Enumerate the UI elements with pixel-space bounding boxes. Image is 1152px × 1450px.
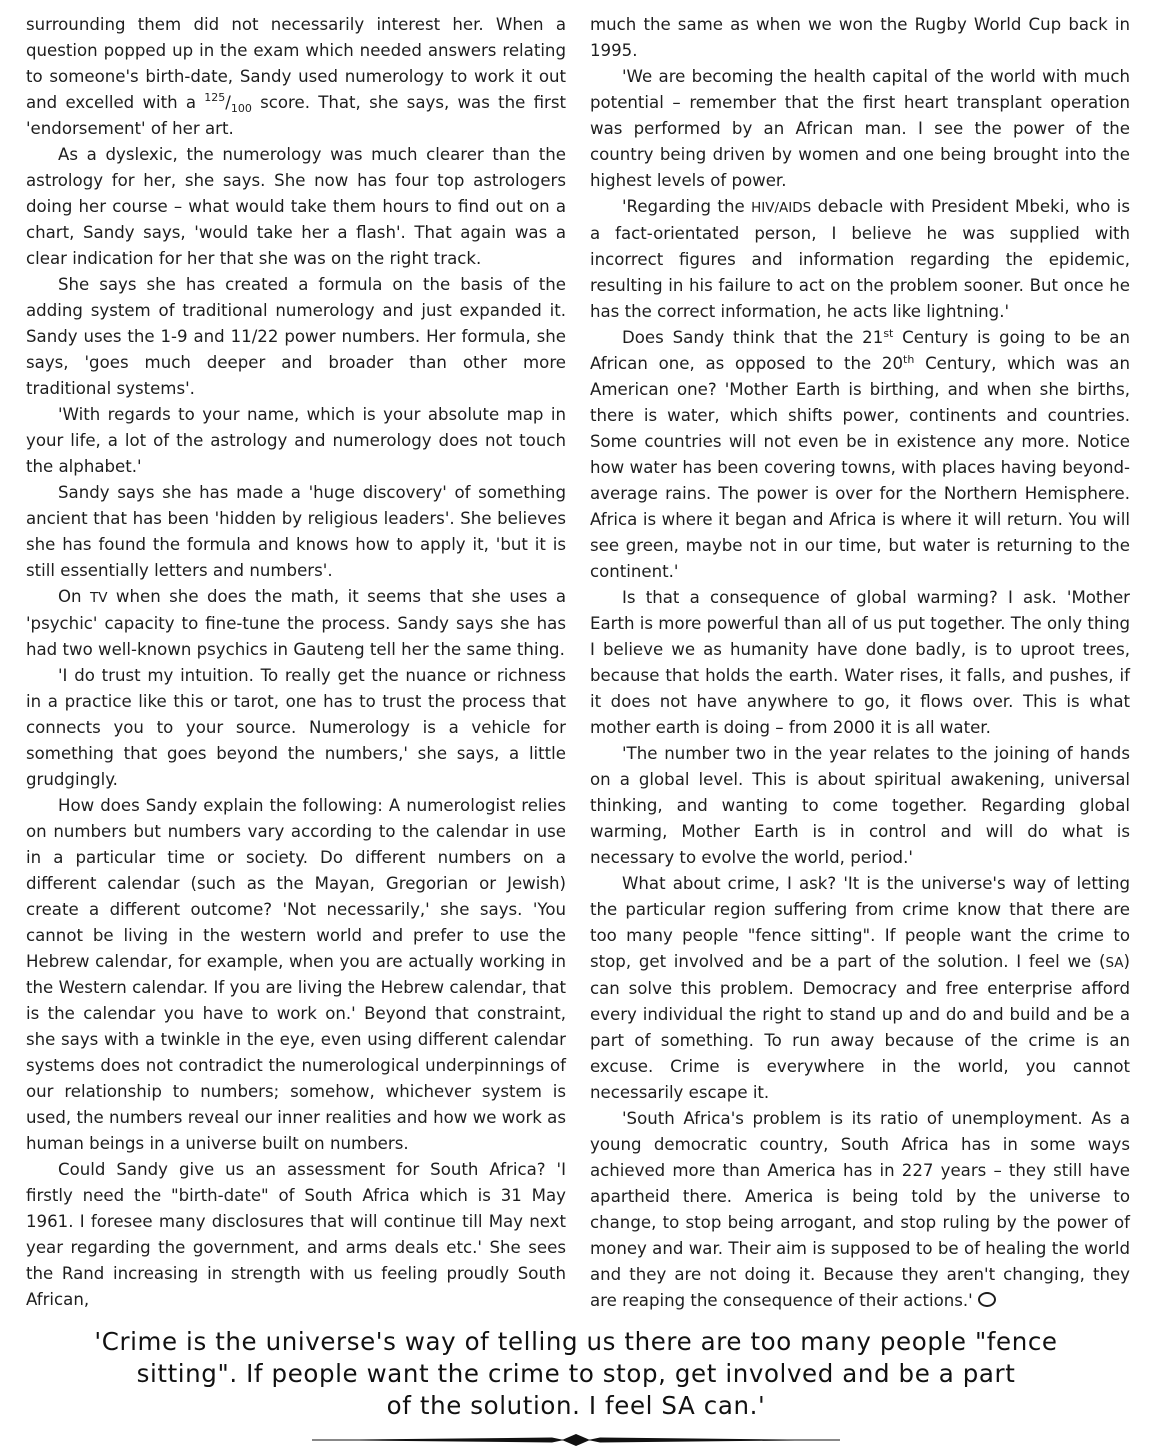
paragraph: 'I do trust my intuition. To really get the nuance or richness in a practice like this or tarot, one has to trust the process that connects you to your source. Numerology is a vehicle for something that goes beyond the numbers,' she says, a little grudgingly. — [26, 666, 566, 789]
decorative-divider — [312, 1432, 840, 1448]
paragraph — [590, 871, 1130, 1106]
pull-quote-line: of the solution. I feel SA can.' — [386, 1391, 766, 1420]
score-fraction: $^{125}/_{100}$ — [204, 91, 252, 115]
end-of-article-mark — [978, 1292, 996, 1307]
paragraph: Is that a consequence of global warming? I ask. 'Mother Earth is more powerful than all of us put together. The only thing I believe we as humanity have done badly, is to uproot trees, because that holds the earth. Water rises, it falls, and pushes, if it does not have anywhere to go, it flows over. This is what mother earth is doing – from 2000 it is all water. — [590, 588, 1130, 737]
paragraph: 'The number two in the year relates to the joining of hands on a global level. This is about spiritual awakening, universal thinking, and wanting to come together. Regarding global warming, Mother Earth is in control and will do what is necessary to evolve the world, period.' — [590, 744, 1130, 867]
paragraph: Could Sandy give us an assessment for South Africa? 'I firstly need the "birth-date" of South Africa which is 31 May 1961. I foresee many disclosures that will continue till May next year regarding the government, and arms deals etc.' She sees the Rand increasing in strength with us feeling proudly South African, — [26, 1160, 566, 1309]
pull-quote-line: 'Crime is the universe's way of telling us there are too many people "fence — [94, 1327, 1058, 1356]
paragraph: 'We are becoming the health capital of the world with much potential – remember that the first heart transplant operation was performed by an African man. I see the power of the country being driven by women and one being brought into the highest levels of power. — [590, 67, 1130, 190]
sa-abbreviation: SA — [1105, 955, 1124, 971]
score-denominator: 100 — [230, 102, 252, 115]
paragraph — [590, 1106, 1130, 1314]
paragraph-text: What about crime, I ask? 'It is the universe's way of letting the particular region suffering from crime know that there are too many people "fence sitting". If people want the crime to stop, get involved and be a part of the solution. I feel we ( — [590, 874, 1130, 971]
pull-quote-line: sitting". If people want the crime to stop, get involved and be a part — [136, 1359, 1016, 1388]
paragraph — [590, 194, 1130, 325]
paragraph: much the same as when we won the Rugby World Cup back in 1995. — [590, 15, 1130, 60]
paragraph-text: debacle with President Mbeki, who is a fact-orientated person, I believe he was supplied with incorrect figures and information regarding the epidemic, resulting in his failure to act on the problem sooner. But once he has the correct information, he acts like lightning.' — [590, 197, 1130, 321]
ordinal-suffix: st — [883, 327, 894, 340]
hiv-aids-abbreviation: HIV/AIDS — [751, 200, 812, 216]
paragraph — [26, 584, 566, 663]
paragraph-text: 'South Africa's problem is its ratio of unemployment. As a young democratic country, South Africa has in some ways achieved more than America has in 227 years – they still have apartheid there. America is being told by the universe to change, to stop being arrogant, and stop ruling by the power of money and war. Their aim is supposed to be of healing the world and they are not doing it. Because they aren't changing, they are reaping the consequence of their actions.' — [590, 1109, 1130, 1310]
score-numerator: 125 — [204, 91, 226, 104]
paragraph-text: ) can solve this problem. Democracy and free enterprise afford every individual the right to stand up and do and build and be a part of something. To run away because of the crime is an excuse. Crime is everywhere in the world, you cannot necessarily escape it. — [590, 952, 1130, 1102]
paragraph-text: Century is going to be an African one, as opposed to the 20 — [590, 328, 1130, 373]
paragraph-text: surrounding them did not necessarily interest her. When a question popped up in the exam which needed answers relating to someone's birth-date, Sandy used numerology to work it out and excelled with a — [26, 15, 566, 112]
article-column-right — [590, 12, 1130, 1314]
paragraph-text: score. That, she says, was the first 'endorsement' of her art. — [26, 93, 566, 138]
paragraph-text: Does Sandy think that the 21 — [622, 328, 884, 347]
tv-abbreviation: TV — [90, 590, 108, 606]
paragraph: Sandy says she has made a 'huge discovery' of something ancient that has been 'hidden by religious leaders'. She believes she has found the formula and knows how to apply it, 'but it is still essentially letters and numbers'. — [26, 483, 566, 580]
paragraph-text: when she does the math, it seems that she uses a 'psychic' capacity to fine-tune the process. Sandy says she has had two well-known psychics in Gauteng tell her the same thing. — [26, 587, 567, 659]
article-column-left — [26, 12, 566, 1313]
paragraph-text: Century, which was an American one? 'Mother Earth is birthing, and when she births, there is water, which shifts power, continents and countries. Some countries will not even be in existence any more. Notice how water has been covering towns, with places having beyond-average rains. The power is over for the Northern Hemisphere. Africa is where it began and Africa is where it will return. You will see green, maybe not in our time, but water is returning to the continent.' — [590, 354, 1130, 581]
pull-quote — [40, 1326, 1112, 1422]
paragraph: 'With regards to your name, which is your absolute map in your life, a lot of the astrology and numerology does not touch the alphabet.' — [26, 405, 566, 476]
paragraph: How does Sandy explain the following: A numerologist relies on numbers but numbers vary according to the calendar in use in a particular time or society. Do different numbers on a different calendar (such as the Mayan, Gregorian or Jewish) create a different outcome? 'Not necessarily,' she says. 'You cannot be living in the western world and prefer to use the Hebrew calendar, for example, when you are actually working in the Western calendar. If you are living the Hebrew calendar, that is the calendar you have to work on.' Beyond that constraint, she says with a twinkle in the eye, even using different calendar systems does not contradict the numerological underpinnings of our relationship to numbers; somehow, whichever system is used, the numbers reveal our inner realities and how we work as human beings in a universe built on numbers. — [26, 796, 566, 1153]
paragraph: She says she has created a formula on the basis of the adding system of traditional numerology and just expanded it. Sandy uses the 1-9 and 11/22 power numbers. Her formula, she says, 'goes much deeper and broader than other more traditional systems'. — [26, 275, 566, 398]
ordinal-suffix: th — [903, 353, 915, 366]
paragraph: As a dyslexic, the numerology was much clearer than the astrology for her, she says. She now has four top astrologers doing her course – what would take them hours to find out on a chart, Sandy says, 'would take her a flash'. That again was a clear indication for her that she was on the right track. — [26, 145, 566, 268]
paragraph-text: 'Regarding the — [622, 197, 752, 216]
paragraph — [26, 12, 566, 142]
paragraph-text: On — [58, 587, 91, 606]
paragraph — [590, 325, 1130, 585]
